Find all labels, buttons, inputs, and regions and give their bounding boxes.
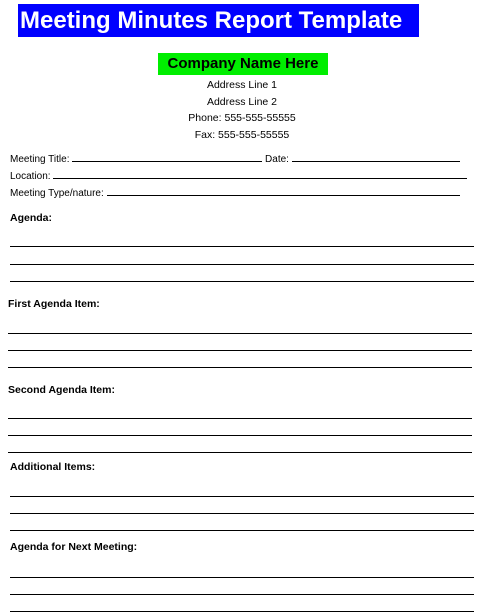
meeting-type-field bbox=[10, 186, 460, 200]
next-meeting-line[interactable] bbox=[10, 577, 474, 578]
location-label: Location: bbox=[10, 171, 51, 182]
next-meeting-agenda-heading: Agenda for Next Meeting: bbox=[10, 541, 138, 553]
fax-line: Fax: 555-555-55555 bbox=[194, 129, 290, 141]
second-agenda-item-heading: Second Agenda Item: bbox=[8, 384, 115, 396]
meeting-title-label: Meeting Title: bbox=[10, 154, 70, 165]
phone-line: Phone: 555-555-55555 bbox=[188, 112, 296, 124]
location-blank[interactable] bbox=[53, 169, 467, 179]
address-line-1: Address Line 1 bbox=[206, 79, 278, 91]
agenda-line[interactable] bbox=[10, 246, 474, 247]
meeting-type-label: Meeting Type/nature: bbox=[10, 188, 104, 199]
meeting-title-field bbox=[10, 152, 460, 166]
agenda-line[interactable] bbox=[10, 281, 474, 282]
agenda-heading: Agenda: bbox=[10, 212, 52, 224]
date-label: Date: bbox=[265, 154, 289, 165]
additional-item-line[interactable] bbox=[10, 496, 474, 497]
document-title: Meeting Minutes Report Template bbox=[18, 4, 419, 37]
meeting-title-blank[interactable] bbox=[72, 152, 262, 162]
location-field bbox=[10, 169, 467, 183]
additional-items-heading: Additional Items: bbox=[10, 461, 96, 473]
additional-item-line[interactable] bbox=[10, 513, 474, 514]
address-line-2: Address Line 2 bbox=[206, 96, 278, 108]
second-item-line[interactable] bbox=[8, 452, 472, 453]
date-blank[interactable] bbox=[292, 152, 460, 162]
company-name: Company Name Here bbox=[158, 53, 328, 75]
second-item-line[interactable] bbox=[8, 418, 472, 419]
first-item-line[interactable] bbox=[8, 367, 472, 368]
agenda-line[interactable] bbox=[10, 264, 474, 265]
next-meeting-line[interactable] bbox=[10, 611, 474, 612]
additional-item-line[interactable] bbox=[10, 530, 474, 531]
first-item-line[interactable] bbox=[8, 333, 472, 334]
next-meeting-line[interactable] bbox=[10, 594, 474, 595]
first-agenda-item-heading: First Agenda Item: bbox=[8, 298, 100, 310]
meeting-type-blank[interactable] bbox=[107, 186, 460, 196]
first-item-line[interactable] bbox=[8, 350, 472, 351]
second-item-line[interactable] bbox=[8, 435, 472, 436]
